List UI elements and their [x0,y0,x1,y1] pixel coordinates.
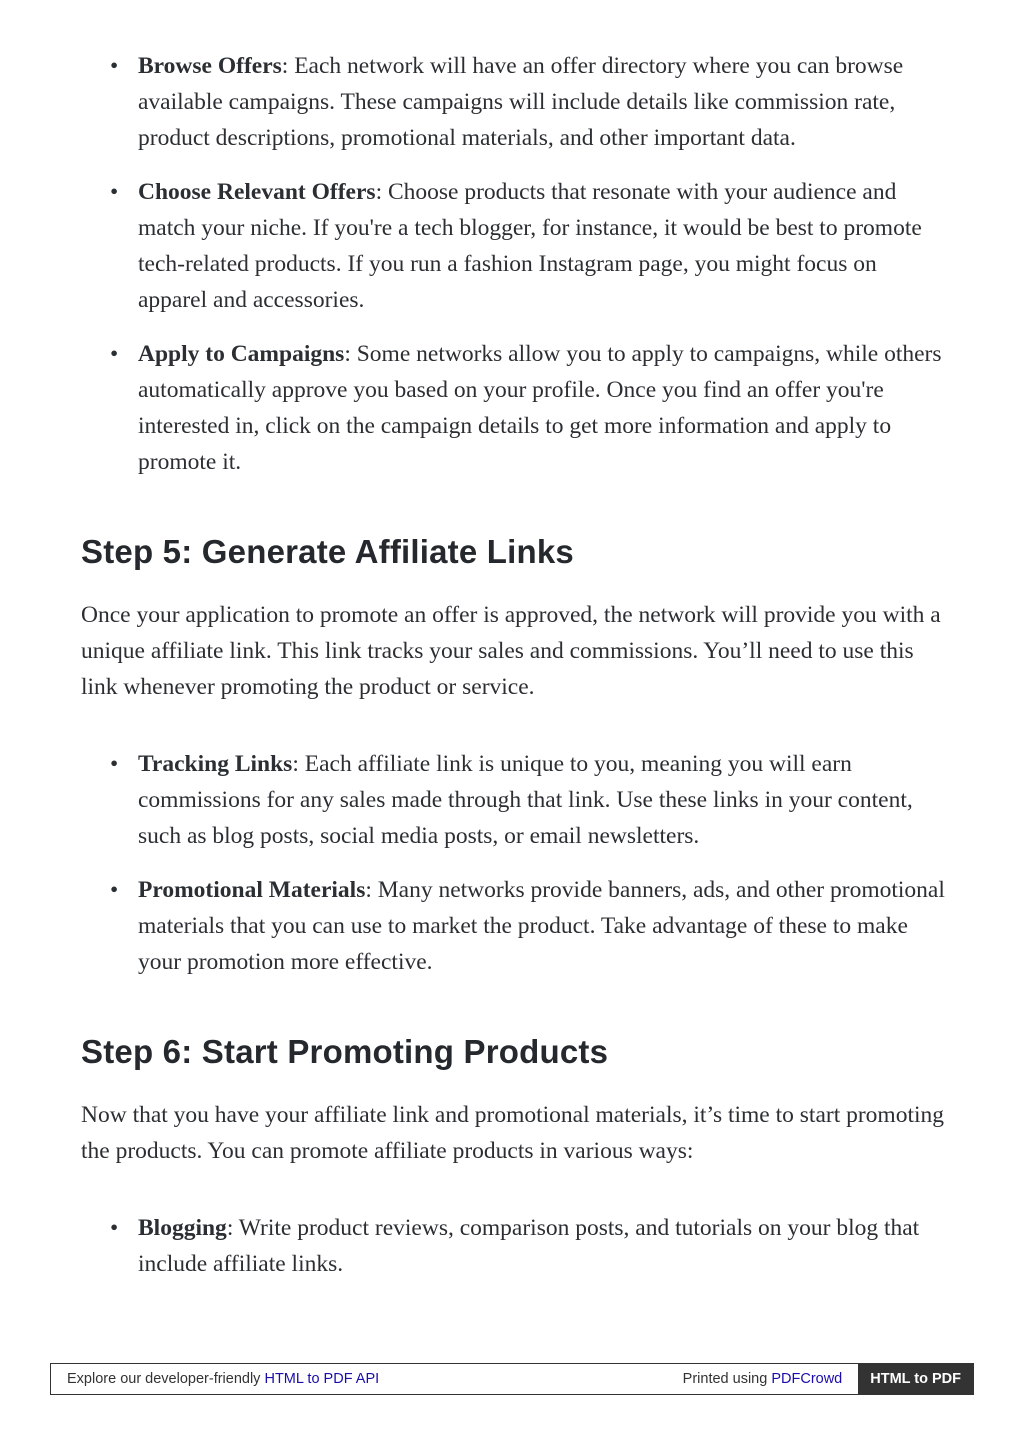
list-item-term: Browse Offers [138,53,282,79]
html-to-pdf-api-link[interactable]: HTML to PDF API [264,1371,380,1387]
list-item-text: : Many networks provide banners, ads, and other promotional materials that you can use to market the product. Take advantage of these to make your promotion more effective. [138,877,945,975]
footer-left-text: Explore our developer-friendly [67,1371,265,1387]
footer-right-text: Printed using [682,1371,772,1387]
offers-list [81,48,949,480]
list-item [81,48,949,156]
list-item-term: Choose Relevant Offers [138,179,376,205]
list-item [81,336,949,480]
links-list [81,746,949,980]
list-item [81,1210,949,1282]
bullet-point: • [110,751,119,777]
list-item-term: Tracking Links [138,751,293,777]
list-item [81,872,949,980]
step5-paragraph: Once your application to promote an offer is approved, the network will provide you with a unique affiliate link. This link tracks your sales and commissions. You’ll need to use this link whenever promoting the product or service. [81,602,941,700]
list-item-text: : Each network will have an offer directory where you can browse available campaigns. These campaigns will include details like commission rate, product descriptions, promotional materials, and other important data. [138,53,904,151]
step6-heading: Step 6: Start Promoting Products [81,1033,609,1070]
bullet-point: • [110,341,119,367]
pdfcrowd-link[interactable]: PDFCrowd [771,1371,843,1387]
list-item-term: Promotional Materials [138,877,366,903]
list-item-text: : Some networks allow you to apply to campaigns, while others automatically approve you based on your profile. Once you find an offer you're interested in, click on the campaign details to get more information and apply to promote it. [138,341,942,475]
list-item-term: Blogging [138,1215,227,1241]
list-item-text: : Write product reviews, comparison posts, and tutorials on your blog that include affiliate links. [138,1215,920,1277]
pdfcrowd-footer [50,1363,974,1395]
bullet-point: • [110,53,119,79]
bullet-point: • [110,1215,119,1241]
html-to-pdf-badge[interactable]: HTML to PDF [858,1364,973,1394]
article-content [81,48,949,1300]
bullet-point: • [110,179,119,205]
bullet-point: • [110,877,119,903]
step6-paragraph: Now that you have your affiliate link and promotional materials, it’s time to start promoting the products. You can promote affiliate products in various ways: [81,1102,945,1164]
list-item [81,746,949,854]
step5-heading: Step 5: Generate Affiliate Links [81,533,574,570]
promotion-list [81,1210,949,1282]
list-item-term: Apply to Campaigns [138,341,345,367]
footer-left [51,1371,683,1387]
list-item-text: : Each affiliate link is unique to you, meaning you will earn commissions for any sales made through that link. Use these links in your content, such as blog posts, social media posts, or email newsletters. [138,751,913,849]
footer-right [683,1371,859,1387]
list-item-text: : Choose products that resonate with your audience and match your niche. If you're a tech blogger, for instance, it would be best to promote tech-related products. If you run a fashion Instagram page, you might focus on apparel and accessories. [138,179,922,313]
list-item [81,174,949,318]
